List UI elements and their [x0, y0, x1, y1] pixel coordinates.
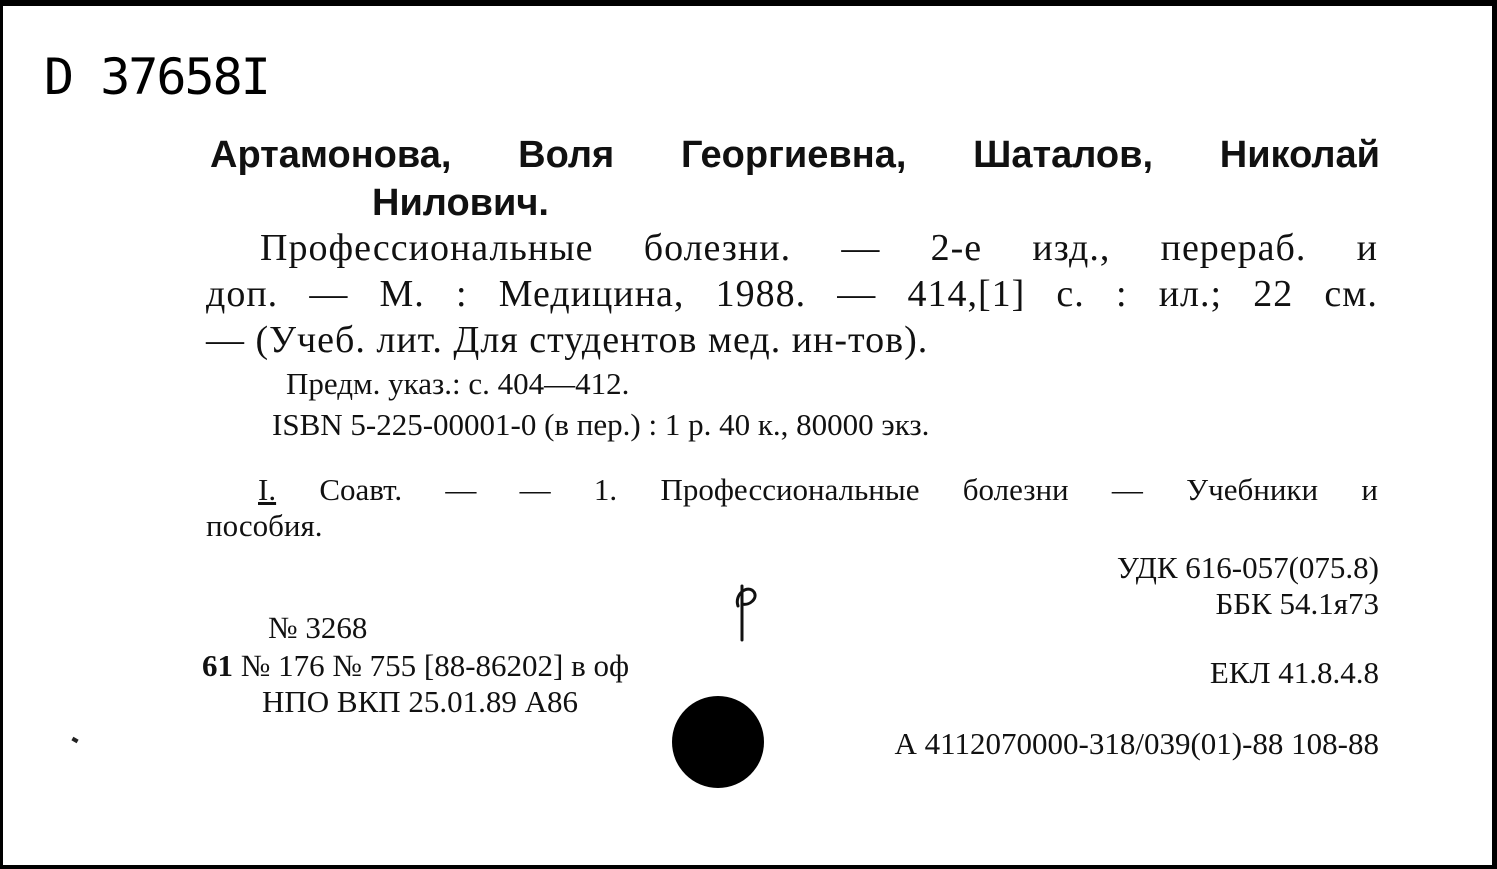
description-word: и — [1356, 227, 1378, 269]
subject-index-note: Предм. указ.: с. 404—412. — [286, 366, 630, 401]
description-line-1 — [260, 226, 1378, 270]
isbn-line: ISBN 5-225-00001-0 (в пер.) : 1 р. 40 к., 80000 экз. — [272, 407, 930, 442]
tracing-word: и — [1361, 472, 1378, 507]
description-word: : — [455, 273, 468, 315]
author-word: Шаталов, — [973, 134, 1154, 176]
pencil-mark-icon — [726, 582, 770, 644]
description-word: 1988. — [715, 273, 807, 315]
description-word: ил.; — [1158, 273, 1223, 315]
author-word: Георгиевна, — [680, 134, 907, 176]
author-word: Николай — [1219, 134, 1380, 176]
tracing-word: Профессиональные — [660, 472, 920, 507]
tracing-word: Соавт. — [319, 472, 403, 507]
tracings-line-1 — [258, 472, 1378, 508]
tracing-word: болезни — [962, 472, 1069, 507]
ink-speck — [71, 737, 78, 743]
tracing-word: — — [519, 472, 551, 507]
description-line-2 — [206, 272, 1378, 316]
tracings-line-2: пособия. — [206, 508, 323, 543]
tracing-word: 1. — [593, 472, 618, 507]
punch-hole — [672, 696, 764, 788]
description-word: — — [837, 273, 877, 315]
description-word: Профессиональные — [260, 227, 594, 269]
card-number: № 3268 — [268, 610, 368, 645]
card-border-top — [0, 0, 1497, 6]
card-border-right — [1492, 0, 1497, 869]
author-word: Воля — [518, 134, 615, 176]
location-line — [202, 648, 629, 684]
authors-line-1 — [210, 134, 1380, 177]
description-word: 2-е — [930, 227, 983, 269]
description-word: М. — [379, 273, 425, 315]
authors-line-2: Нилович. — [372, 182, 549, 224]
bbk-classification: ББК 54.1я73 — [1215, 586, 1379, 621]
catalog-code: А 4112070000-318/039(01)-88 108-88 — [894, 726, 1379, 761]
description-word: : — [1115, 273, 1128, 315]
description-word: с. — [1056, 273, 1085, 315]
tracing-word: — — [445, 472, 477, 507]
location-prefix: 61 — [202, 648, 233, 683]
description-word: изд., — [1032, 227, 1111, 269]
description-word: 414,[1] — [907, 273, 1026, 315]
tracing-roman-numeral: I. — [258, 472, 277, 507]
author-word: Артамонова, — [210, 134, 452, 176]
card-border-left — [0, 0, 3, 869]
ekl-classification: ЕКЛ 41.8.4.8 — [1209, 655, 1379, 690]
description-word: перераб. — [1160, 227, 1307, 269]
description-line-3: — (Учеб. лит. Для студентов мед. ин-тов). — [206, 319, 929, 361]
tracing-word: Учебники — [1186, 472, 1319, 507]
description-word: 22 — [1253, 273, 1294, 315]
description-word: — — [841, 227, 881, 269]
location-details: № 176 № 755 [88-86202] в оф — [240, 648, 630, 683]
description-word: болезни. — [643, 227, 792, 269]
description-word: доп. — [206, 273, 279, 315]
description-word: см. — [1324, 273, 1378, 315]
card-border-bottom — [0, 865, 1497, 869]
description-word: Медицина, — [498, 273, 685, 315]
call-number: D 37658I — [44, 48, 269, 106]
publisher-line: НПО ВКП 25.01.89 А86 — [262, 684, 579, 719]
tracing-word: — — [1111, 472, 1143, 507]
description-word: — — [309, 273, 349, 315]
udk-classification: УДК 616-057(075.8) — [1116, 550, 1379, 585]
